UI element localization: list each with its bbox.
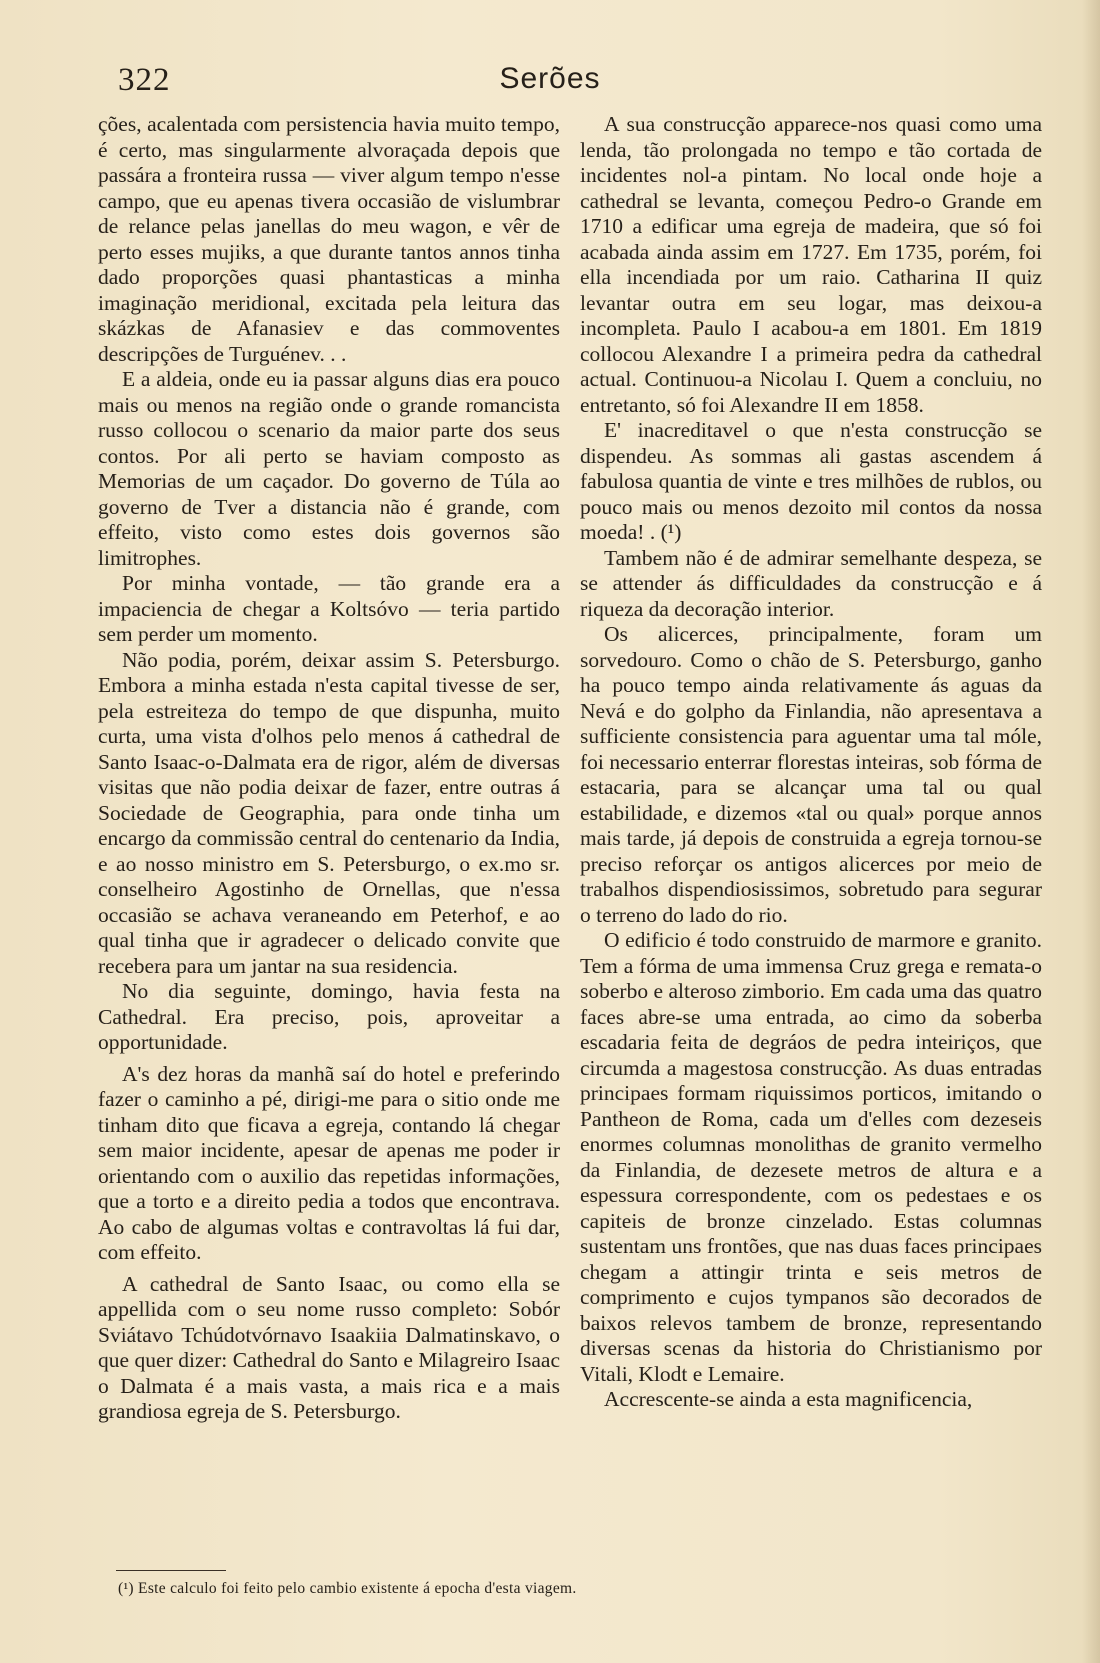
paragraph: ções, acalentada com persistencia havia muito tempo, é certo, mas singularmente alvoraçada depois que passára a fronteira russa — viver algum tempo n'esse campo, que eu apenas tivera occasião de vislumbrar de relance pelas janellas do meu wagon, e vêr de perto esses mujiks, a que durante tantos annos tinha dado proporções quasi phantasticas a minha imaginação meridional, excitada pela leitura das skázkas de Afanasiev e das commoventes descripções de Turguénev. . . (98, 112, 560, 366)
right-column (580, 112, 1042, 1413)
page-number: 322 (118, 62, 171, 98)
paragraph: A's dez horas da manhã saí do hotel e preferindo fazer o caminho a pé, dirigi-me para o sitio onde me tinham dito que ficava a egreja, contando lá chegar sem maior incidente, apesar de apenas me poder ir orientando com o auxilio das repetidas informações, que a torto e a direito pedia a todos que encontrava. Ao cabo de algumas voltas e contravoltas lá fui dar, com effeito. (98, 1061, 560, 1264)
paragraph: E' inacreditavel o que n'esta construcção se dispendeu. As sommas ali gastas ascendem á fabulosa quantia de vinte e tres milhões de rublos, ou pouco mais ou menos dezoito mil contos da nossa moeda! . (¹) (580, 418, 1042, 544)
page-header (0, 58, 1100, 108)
left-column (98, 112, 560, 1425)
paragraph: A cathedral de Santo Isaac, ou como ella se appellida com o seu nome russo completo: Sobór Sviátavo Tchúdotvórnavo Isaakiia Dalmatinskavo, o que quer dizer: Cathedral do Santo e Milagreiro Isaac o Dalmata é a mais vasta, a mais rica e a mais grandiosa egreja de S. Petersburgo. (98, 1271, 560, 1423)
paragraph: Accrescente-se ainda a esta magnificencia, (604, 1387, 973, 1411)
paragraph: Tambem não é de admirar semelhante despeza, se se attender ás difficuldades da construcção e á riqueza da decoração interior. (580, 545, 1042, 621)
paragraph: Por minha vontade, — tão grande era a impaciencia de chegar a Koltsóvo — teria partido sem perder um momento. (98, 571, 560, 646)
footnote-divider (116, 1570, 226, 1571)
paragraph: No dia seguinte, domingo, havia festa na Cathedral. Era preciso, pois, aproveitar a opportunidade. (98, 979, 560, 1054)
paragraph: Os alicerces, principalmente, foram um sorvedouro. Como o chão de S. Petersburgo, ganho ha pouco tempo ainda relativamente ás aguas da Nevá e do golpho da Finlandia, não apresentava a sufficiente consistencia para aguentar uma tal móle, foi necessario enterrar florestas inteiras, sob fórma de estacaria, para se alcançar uma tal ou qual estabilidade, e dizemos «tal ou qual» porque annos mais tarde, já depois de construida a egreja tornou-se preciso reforçar os antigos alicerces por meio de trabalhos dispendiosissimos, sobretudo para segurar o terreno do lado do rio. (580, 622, 1042, 927)
page-edge-shadow (1082, 0, 1100, 1663)
footnote: (¹) Este calculo foi feito pelo cambio existente á epocha d'esta viagem. (118, 1580, 577, 1597)
paragraph: E a aldeia, onde eu ia passar alguns dias era pouco mais ou menos na região onde o grande romancista russo collocou o scenario da maior parte dos seus contos. Por ali perto se haviam composto as Memorias de um caçador. Do governo de Túla ao governo de Tver a distancia não é grande, com effeito, visto como estes dois governos são limitrophes. (98, 367, 560, 570)
running-title: Serões (499, 62, 601, 95)
paragraph: Não podia, porém, deixar assim S. Petersburgo. Embora a minha estada n'esta capital tivesse de ser, pela estreiteza do tempo de que dispunha, muito curta, uma vista d'olhos pelo menos á cathedral de Santo Isaac-o-Dalmata era de rigor, além de diversas visitas que não podia deixar de fazer, entre outras á Sociedade de Geographia, para onde tinha um encargo da commissão central do centenario da India, e ao nosso ministro em S. Petersburgo, o ex.mo sr. conselheiro Agostinho de Ornellas, que n'essa occasião se achava veraneando em Peterhof, e ao qual tinha que ir agradecer o delicado convite que recebera para um jantar na sua residencia. (98, 647, 560, 978)
paragraph: A sua construcção apparece-nos quasi como uma lenda, tão prolongada no tempo e tão cortada de incidentes nol-a pintam. No local onde hoje a cathedral se levanta, começou Pedro-o Grande em 1710 a edificar uma egreja de madeira, que só foi acabada ainda assim em 1727. Em 1735, porém, foi ella incendiada por um raio. Catharina II quiz levantar outra em seu logar, mas deixou-a incompleta. Paulo I acabou-a em 1801. Em 1819 collocou Alexandre I a primeira pedra da cathedral actual. Continuou-a Nicolau I. Quem a concluiu, no entretanto, só foi Alexandre II em 1858. (580, 112, 1042, 417)
paragraph: O edificio é todo construido de marmore e granito. Tem a fórma de uma immensa Cruz grega e remata-o soberbo e alteroso zimborio. Em cada uma das quatro faces abre-se uma entrada, ao cimo da soberba escadaria feita de degráos de pedra inteiriços, que circumda a magestosa construcção. As duas entradas principaes formam riquissimos porticos, imitando o Pantheon de Roma, cada um d'elles com dezeseis enormes columnas monolithas de granito vermelho da Finlandia, de dezesete metros de altura e a espessura correspondente, com os pedestaes e os capiteis de bronze cinzelado. Estas columnas sustentam uns frontões, que nas duas faces principaes chegam a attingir trinta e seis metros de comprimento e cujos tympanos são decorados de baixos relevos tambem de bronze, representando diversas scenas da historia do Christianismo por Vitali, Klodt e Lemaire. (580, 928, 1042, 1386)
